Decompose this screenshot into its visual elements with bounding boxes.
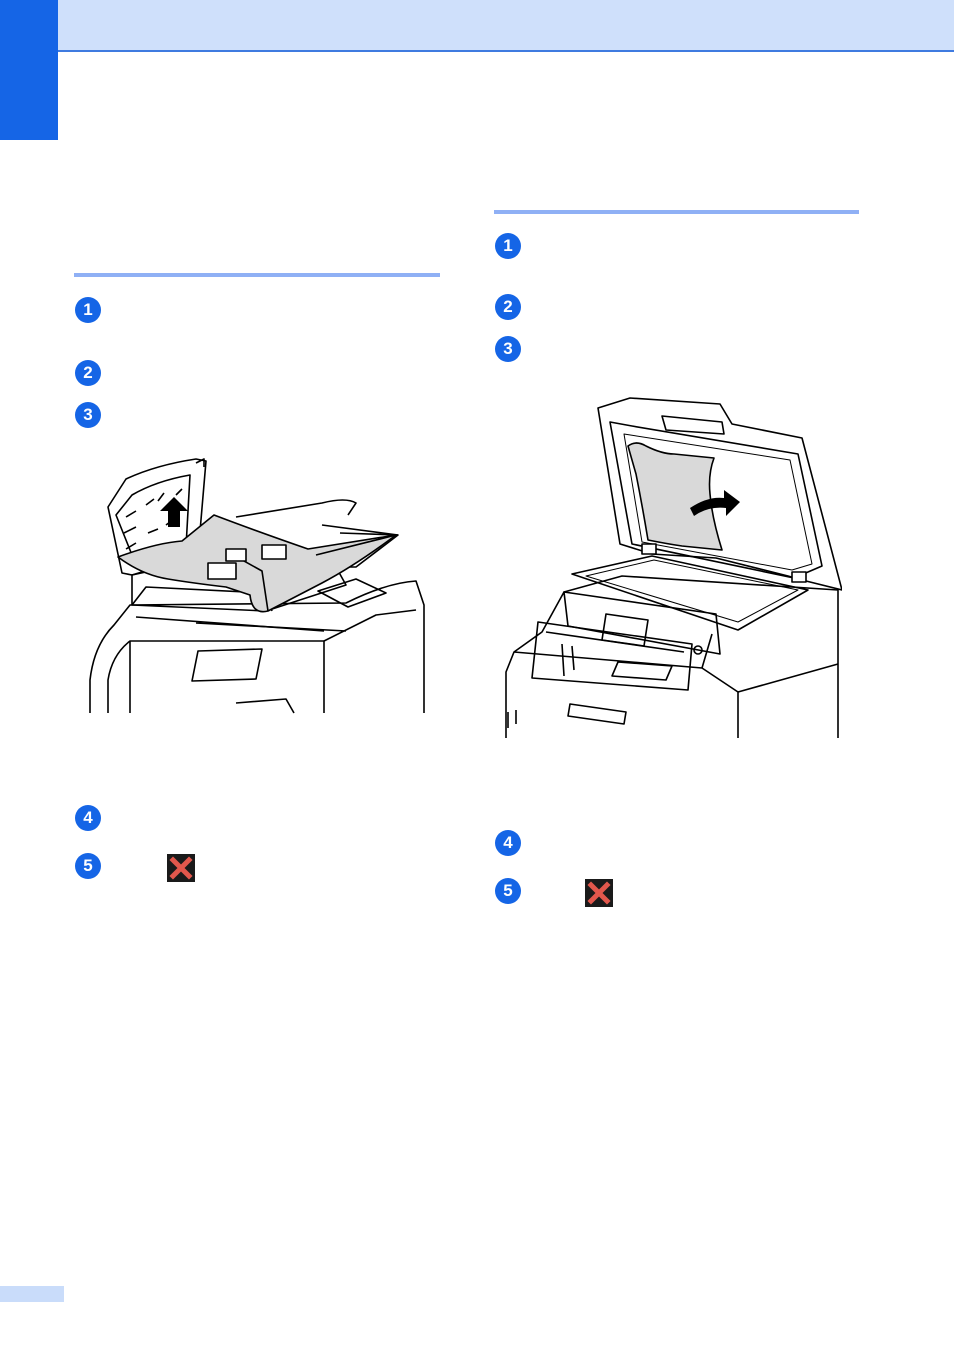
left-section-rule <box>74 273 440 277</box>
left-step-3-badge: 3 <box>75 402 101 428</box>
right-stop-x-icon <box>585 879 613 907</box>
left-step-5-badge: 5 <box>75 853 101 879</box>
chapter-tab <box>0 0 58 140</box>
right-step-4-badge: 4 <box>495 830 521 856</box>
left-step-1-badge: 1 <box>75 297 101 323</box>
footer-page-tab <box>0 1286 64 1302</box>
left-step-2-badge: 2 <box>75 360 101 386</box>
right-section-rule <box>494 210 859 214</box>
left-stop-x-icon <box>167 854 195 882</box>
right-step-3-badge: 3 <box>495 336 521 362</box>
adf-paper-jam-illustration <box>86 455 428 717</box>
left-step-4-badge: 4 <box>75 805 101 831</box>
right-step-5-badge: 5 <box>495 878 521 904</box>
right-step-1-badge: 1 <box>495 233 521 259</box>
right-step-2-badge: 2 <box>495 294 521 320</box>
document-cover-paper-jam-illustration <box>502 394 842 742</box>
header-band <box>0 0 954 52</box>
